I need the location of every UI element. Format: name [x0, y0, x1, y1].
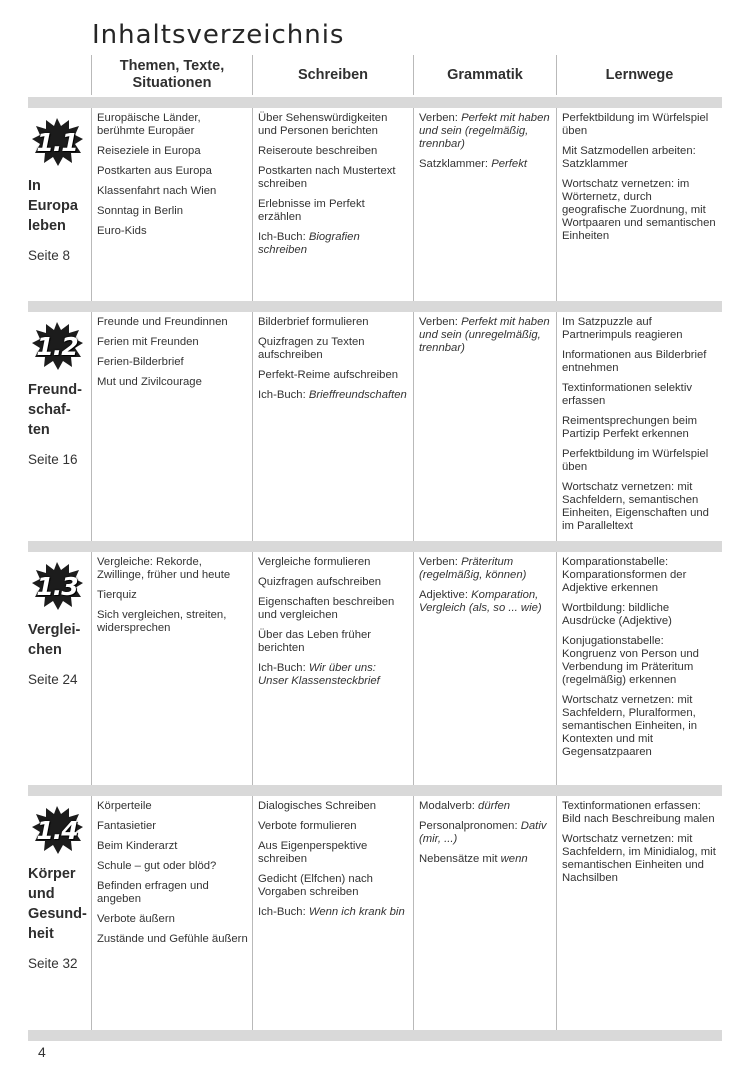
text: Körperteile	[97, 800, 152, 812]
unit-badge	[30, 804, 84, 856]
list-item	[258, 369, 409, 382]
list-item	[258, 629, 409, 655]
list-item	[562, 112, 718, 138]
text: Wortbildung: bildliche Ausdrücke (Adjektive)	[562, 602, 672, 627]
text: Erlebnisse im Perfekt erzählen	[258, 198, 365, 223]
text: Schule – gut oder blöd?	[97, 860, 217, 872]
list-item	[562, 800, 718, 826]
unit-page-ref: Seite 8	[28, 248, 71, 263]
list-item	[258, 389, 409, 402]
list-item	[419, 589, 552, 615]
unit-badge-number: 1.3	[36, 571, 78, 601]
unit-info	[28, 796, 91, 1030]
list-item	[258, 198, 409, 224]
italic-text: Wenn ich krank bin	[308, 906, 405, 918]
row-separator	[28, 301, 722, 312]
text: Gedicht (Elfchen) nach Vorgaben schreiben	[258, 873, 373, 898]
italic-text: Perfekt	[491, 158, 527, 170]
text: Freunde und Freundinnen	[97, 316, 228, 328]
list-item	[258, 145, 409, 158]
italic-text: Biografien schreiben	[258, 231, 360, 256]
list-item	[258, 165, 409, 191]
list-item	[562, 415, 718, 441]
row-separator	[28, 1030, 722, 1041]
text: Verben:	[419, 112, 462, 124]
text: Ich-Buch:	[258, 231, 309, 243]
text: Europäische Länder, berühmte Europäer	[97, 112, 201, 137]
text: Eigenschaften beschreiben und vergleichen	[258, 596, 395, 621]
text: Bilderbrief formulieren	[258, 316, 369, 328]
list-item	[258, 336, 409, 362]
list-item	[258, 662, 409, 688]
unit-page-ref: Seite 16	[28, 452, 78, 467]
unit-badge-number: 1.4	[36, 815, 78, 845]
text: Beim Kinderarzt	[97, 840, 178, 852]
list-item	[562, 316, 718, 342]
header-grammatik: Grammatik	[413, 55, 556, 95]
text: Satzklammer:	[419, 158, 492, 170]
list-item	[562, 448, 718, 474]
italic-text: Dativ (mir, ...)	[419, 820, 547, 845]
list-item	[562, 694, 718, 759]
header-spacer	[28, 55, 91, 95]
text: Vergleiche formulieren	[258, 556, 371, 568]
list-item	[258, 576, 409, 589]
list-item	[258, 800, 409, 813]
list-item	[97, 165, 248, 178]
list-item	[258, 820, 409, 833]
italic-text: Perfekt mit haben und sein (regelmäßig, trennbar)	[419, 112, 550, 150]
text: Aus Eigenperspektive schreiben	[258, 840, 368, 865]
text: Adjektive:	[419, 589, 472, 601]
italic-text: Brieffreundschaften	[308, 389, 407, 401]
unit-row	[28, 108, 722, 301]
text: Ich-Buch:	[258, 389, 309, 401]
list-item	[258, 231, 409, 257]
text: Ich-Buch:	[258, 906, 309, 918]
unit-badge	[30, 320, 84, 372]
text: Textinformationen erfassen: Bild nach Beschreibung malen	[562, 800, 715, 825]
text: Nebensätze mit	[419, 853, 501, 865]
text: Mut und Zivilcourage	[97, 376, 202, 388]
lernwege-cell	[556, 312, 722, 541]
list-item	[97, 336, 248, 349]
list-item	[97, 356, 248, 369]
text: Textinformationen selektiv erfassen	[562, 382, 692, 407]
list-item	[97, 913, 248, 926]
header-themen: Themen, Texte, Situationen	[91, 55, 252, 95]
text: Postkarten nach Mustertext schreiben	[258, 165, 396, 190]
page-title: Inhaltsverzeichnis	[92, 20, 345, 50]
schreiben-cell	[252, 552, 413, 785]
unit-title: Verglei- chen	[28, 622, 81, 658]
text: Wortschatz vernetzen: im Wörternetz, durch geografische Zuordnung, mit Wortpaaren und semantischen Einheiten	[562, 178, 716, 242]
list-item	[258, 316, 409, 329]
italic-text: Präteritum (regelmäßig, können)	[419, 556, 527, 581]
list-item	[97, 800, 248, 813]
grammatik-cell	[413, 312, 556, 541]
unit-badge	[30, 116, 84, 168]
italic-text: Perfekt mit haben und sein (unregelmäßig, trennbar)	[419, 316, 550, 354]
lernwege-cell	[556, 552, 722, 785]
list-item	[97, 860, 248, 873]
text: Mit Satzmodellen arbeiten: Satzklammer	[562, 145, 696, 170]
unit-page-ref: Seite 24	[28, 672, 78, 687]
text: Dialogisches Schreiben	[258, 800, 377, 812]
list-item	[562, 602, 718, 628]
page-number: 4	[38, 1044, 46, 1060]
list-item	[258, 873, 409, 899]
row-separator	[28, 785, 722, 796]
text: Modalverb:	[419, 800, 479, 812]
list-item	[97, 880, 248, 906]
list-item	[562, 145, 718, 171]
list-item	[419, 800, 552, 813]
text: Wortschatz vernetzen: mit Sachfeldern, im Minidialog, mit semantischen Einheiten und Nachsilben	[562, 833, 716, 884]
text: Postkarten aus Europa	[97, 165, 212, 177]
list-item	[562, 178, 718, 243]
text: Verbote äußern	[97, 913, 175, 925]
unit-row	[28, 796, 722, 1030]
unit-row	[28, 312, 722, 541]
text: Sich vergleichen, streiten, widersprechen	[97, 609, 227, 634]
table-header	[28, 55, 722, 95]
italic-text: Komparation, Vergleich (als, so ... wie)	[419, 589, 542, 614]
list-item	[258, 556, 409, 569]
text: Perfektbildung im Würfelspiel üben	[562, 448, 709, 473]
list-item	[97, 376, 248, 389]
themen-cell	[91, 796, 252, 1030]
grammatik-cell	[413, 796, 556, 1030]
list-item	[419, 556, 552, 582]
text: Ferien-Bilderbrief	[97, 356, 184, 368]
list-item	[97, 205, 248, 218]
text: Reimentsprechungen beim Partizip Perfekt erkennen	[562, 415, 698, 440]
list-item	[562, 833, 718, 885]
header-lernwege: Lernwege	[556, 55, 722, 95]
list-item	[258, 596, 409, 622]
list-item	[562, 349, 718, 375]
list-item	[258, 840, 409, 866]
text: Euro-Kids	[97, 225, 147, 237]
list-item	[258, 906, 409, 919]
unit-row	[28, 552, 722, 785]
text: Wortschatz vernetzen: mit Sachfeldern, Pluralformen, semantischen Einheiten, in Kontexten und mit Gegensatzpaaren	[562, 694, 698, 758]
list-item	[97, 316, 248, 329]
text: Personalpronomen:	[419, 820, 521, 832]
list-item	[258, 112, 409, 138]
italic-text: wenn	[500, 853, 528, 865]
unit-title: In Europa leben	[28, 178, 78, 234]
text: Konjugationstabelle: Kongruenz von Person und Verbendung im Präteritum (regelmäßig) erkennen	[562, 635, 699, 686]
text: Wortschatz vernetzen: mit Sachfeldern, semantischen Einheiten, Eigenschaften und im Paralleltext	[562, 481, 709, 532]
unit-badge	[30, 560, 84, 612]
list-item	[562, 481, 718, 533]
list-item	[419, 158, 552, 171]
text: Verben:	[419, 316, 462, 328]
text: Ich-Buch:	[258, 662, 309, 674]
list-item	[97, 225, 248, 238]
grammatik-cell	[413, 552, 556, 785]
text: Vergleiche: Rekorde, Zwillinge, früher und heute	[97, 556, 231, 581]
list-item	[97, 145, 248, 158]
text: Sonntag in Berlin	[97, 205, 184, 217]
text: Quizfragen zu Texten aufschreiben	[258, 336, 365, 361]
lernwege-cell	[556, 796, 722, 1030]
text: Verben:	[419, 556, 462, 568]
text: Fantasietier	[97, 820, 157, 832]
list-item	[562, 382, 718, 408]
unit-badge-number: 1.2	[36, 331, 78, 361]
unit-info	[28, 552, 91, 785]
themen-cell	[91, 552, 252, 785]
text: Zustände und Gefühle äußern	[97, 933, 248, 945]
list-item	[562, 635, 718, 687]
list-item	[419, 853, 552, 866]
text: Befinden erfragen und angeben	[97, 880, 209, 905]
grammatik-cell	[413, 108, 556, 301]
list-item	[97, 609, 248, 635]
text: Reiseroute beschreiben	[258, 145, 378, 157]
unit-title: Körper und Gesund- heit	[28, 866, 87, 942]
list-item	[419, 820, 552, 846]
list-item	[97, 556, 248, 582]
text: Ferien mit Freunden	[97, 336, 199, 348]
italic-text: Wir über uns: Unser Klassensteckbrief	[258, 662, 380, 687]
text: Verbote formulieren	[258, 820, 357, 832]
themen-cell	[91, 312, 252, 541]
text: Informationen aus Bilderbrief entnehmen	[562, 349, 707, 374]
italic-text: dürfen	[478, 800, 511, 812]
text: Über das Leben früher berichten	[258, 629, 372, 654]
unit-badge-number: 1.1	[36, 127, 78, 157]
text: Komparationstabelle: Komparationsformen der Adjektive erkennen	[562, 556, 687, 594]
schreiben-cell	[252, 312, 413, 541]
schreiben-cell	[252, 108, 413, 301]
row-separator	[28, 541, 722, 552]
list-item	[97, 589, 248, 602]
list-item	[419, 112, 552, 151]
list-item	[97, 820, 248, 833]
unit-info	[28, 108, 91, 301]
list-item	[97, 933, 248, 946]
text: Quizfragen aufschreiben	[258, 576, 382, 588]
text: Reiseziele in Europa	[97, 145, 201, 157]
list-item	[97, 840, 248, 853]
lernwege-cell	[556, 108, 722, 301]
list-item	[419, 316, 552, 355]
text: Perfektbildung im Würfelspiel üben	[562, 112, 709, 137]
text: Im Satzpuzzle auf Partnerimpuls reagieren	[562, 316, 683, 341]
themen-cell	[91, 108, 252, 301]
unit-title: Freund- schaf- ten	[28, 382, 82, 438]
schreiben-cell	[252, 796, 413, 1030]
text: Über Sehenswürdigkeiten und Personen berichten	[258, 112, 388, 137]
row-separator	[28, 97, 722, 108]
list-item	[97, 112, 248, 138]
unit-page-ref: Seite 32	[28, 956, 78, 971]
header-schreiben: Schreiben	[252, 55, 413, 95]
list-item	[562, 556, 718, 595]
unit-info	[28, 312, 91, 541]
list-item	[97, 185, 248, 198]
text: Klassenfahrt nach Wien	[97, 185, 217, 197]
text: Perfekt-Reime aufschreiben	[258, 369, 399, 381]
text: Tierquiz	[97, 589, 137, 601]
